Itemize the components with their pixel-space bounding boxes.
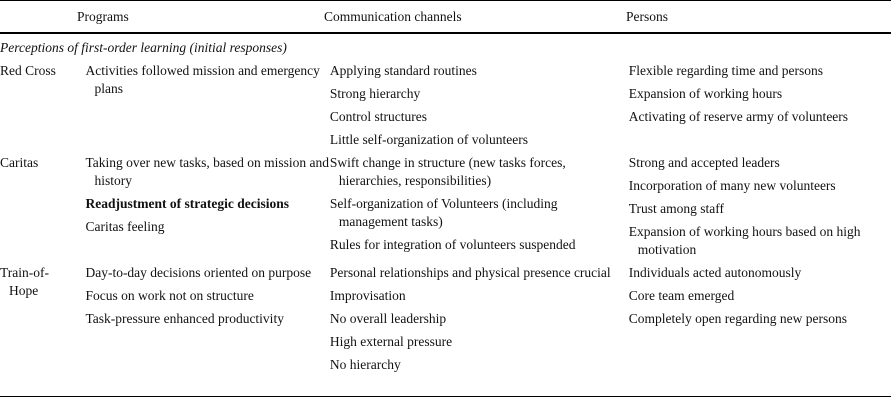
persons-item: Flexible regarding time and persons xyxy=(628,63,823,78)
header-communication: Communication channels xyxy=(324,8,462,24)
communication-item: Personal relationships and physical presence crucial xyxy=(329,265,611,280)
header-row xyxy=(0,1,891,32)
table-row xyxy=(0,154,891,264)
communication-item: Rules for integration of volunteers suspended xyxy=(329,237,576,252)
program-item: Readjustment of strategic decisions xyxy=(85,196,290,211)
persons-item: Incorporation of many new volunteers xyxy=(628,178,836,193)
persons-cell xyxy=(629,154,891,264)
persons-item: Core team emerged xyxy=(628,288,735,303)
persons-item: Completely open regarding new persons xyxy=(628,311,847,326)
table-body xyxy=(0,62,891,379)
persons-cell xyxy=(629,62,891,154)
header-programs: Programs xyxy=(77,8,129,24)
entity-cell: Caritas xyxy=(0,155,39,170)
entity-cell: Train-of-Hope xyxy=(0,265,49,298)
communication-cell xyxy=(330,62,629,154)
persons-item: Individuals acted autonomously xyxy=(628,265,802,280)
programs-cell xyxy=(85,154,329,264)
header-persons: Persons xyxy=(626,8,669,24)
communication-item: No overall leadership xyxy=(329,311,447,326)
program-item: Taking over new tasks, based on mission and history xyxy=(85,155,329,188)
communication-item: Applying standard routines xyxy=(329,63,477,78)
entity-cell: Red Cross xyxy=(0,63,56,78)
persons-item: Activating of reserve army of volunteers xyxy=(628,109,849,124)
communication-item: High external pressure xyxy=(329,334,453,349)
communication-item: Self-organization of Volunteers (including management tasks) xyxy=(329,196,558,229)
communication-item: Little self-organization of volunteers xyxy=(329,132,528,147)
persons-item: Strong and accepted leaders xyxy=(628,155,780,170)
communication-cell xyxy=(330,154,629,264)
persons-cell xyxy=(629,264,891,379)
communication-item: Strong hierarchy xyxy=(329,86,421,101)
program-item: Task-pressure enhanced productivity xyxy=(85,311,284,326)
communication-item: Swift change in structure (new tasks forces, hierarchies, responsibilities) xyxy=(329,155,566,188)
persons-item: Expansion of working hours based on high motivation xyxy=(628,224,861,257)
programs-cell xyxy=(85,62,329,154)
communication-item: No hierarchy xyxy=(329,357,401,372)
section-title: Perceptions of first-order learning (initial responses) xyxy=(0,40,287,55)
program-item: Caritas feeling xyxy=(85,219,165,234)
programs-cell xyxy=(85,264,329,379)
program-item: Activities followed mission and emergency plans xyxy=(85,63,320,96)
persons-item: Trust among staff xyxy=(628,201,725,216)
persons-item: Expansion of working hours xyxy=(628,86,783,101)
program-item: Day-to-day decisions oriented on purpose xyxy=(85,265,312,280)
table-row xyxy=(0,264,891,379)
communication-item: Control structures xyxy=(329,109,428,124)
communication-item: Improvisation xyxy=(329,288,406,303)
program-item: Focus on work not on structure xyxy=(85,288,254,303)
table-row xyxy=(0,62,891,154)
communication-cell xyxy=(330,264,629,379)
bottom-rule xyxy=(0,396,891,397)
